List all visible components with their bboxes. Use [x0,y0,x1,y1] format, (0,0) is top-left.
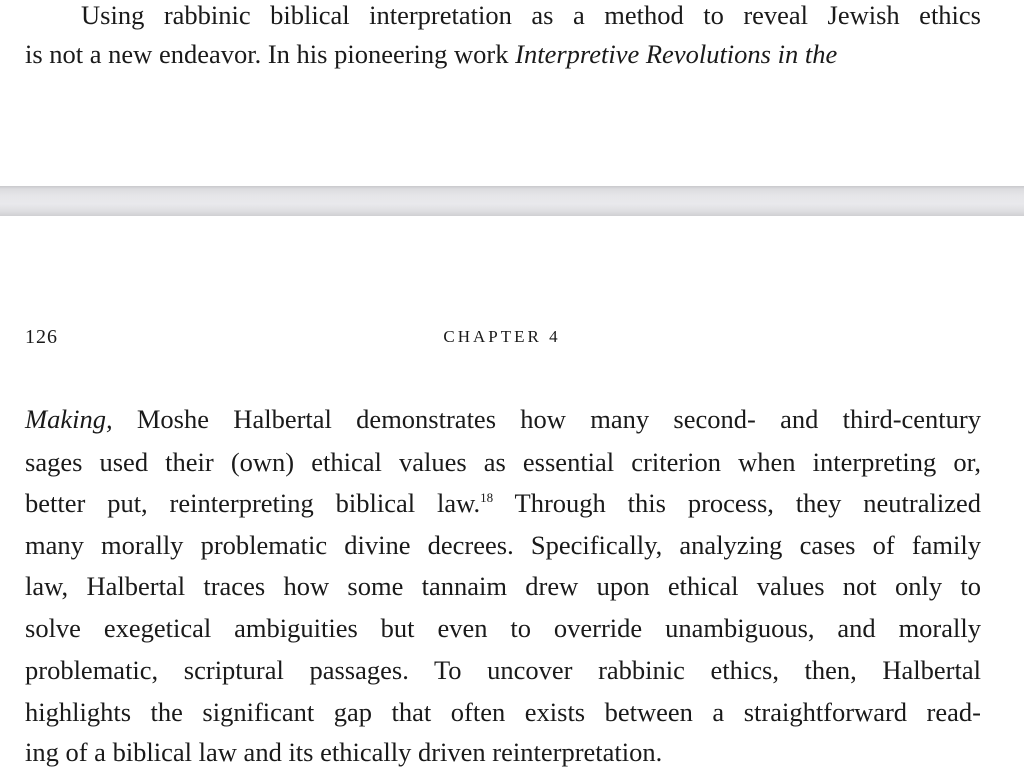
line-text: Using rabbinic biblical interpretation as a method to reveal Jewish ethics [81,0,981,30]
book-title-italic: Making, [25,404,113,434]
line-text: many morally problematic divine decrees. Specifically, analyzing cases of family [25,530,981,560]
paragraph-line [25,488,981,518]
line-text: Through this process, they neutralized [493,488,981,518]
line-text: is not a new endeavor. In his pioneering work [25,39,516,69]
running-head: CHAPTER 4 [443,327,561,346]
line-text: Moshe Halbertal demonstrates how many second- and third-century [112,404,981,434]
line-text: solve exegetical ambiguities but even to override unambiguous, and morally [25,613,981,643]
paragraph-line [25,655,981,685]
paragraph-line [25,404,981,434]
paragraph-line [25,530,981,560]
paragraph-line [25,571,981,601]
paragraph-line [81,0,981,30]
previous-page [0,0,1024,186]
paragraph-line [25,697,981,727]
paragraph-line [25,39,981,69]
paragraph-line [25,447,981,477]
line-text: problematic, scriptural passages. To uncover rabbinic ethics, then, Halbertal [25,655,981,685]
line-text: better put, reinterpreting biblical law. [25,488,481,518]
footnote-reference[interactable]: 18 [480,490,494,505]
book-title-italic: Interpretive Revolutions in the [515,39,838,69]
line-text: highlights the significant gap that often exists between a straightforward read- [25,697,981,727]
line-text: sages used their (own) ethical values as essential criterion when interpreting or, [25,447,981,477]
paragraph-line [25,613,981,643]
line-text: law, Halbertal traces how some tannaim drew upon ethical values not only to [25,571,981,601]
paragraph-line [25,737,981,767]
line-text: ing of a biblical law and its ethically driven reinterpretation. [25,737,663,767]
page-separator [0,186,1024,216]
page-number: 126 [25,326,58,348]
